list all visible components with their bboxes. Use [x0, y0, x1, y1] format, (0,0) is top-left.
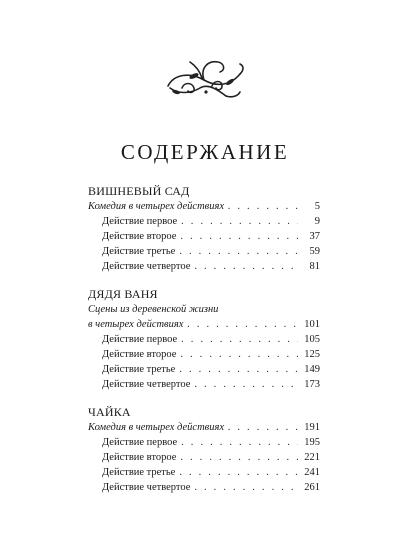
dot-leader [194, 377, 298, 392]
page-number: 59 [309, 246, 320, 257]
page-number: 105 [304, 334, 320, 345]
toc-act-entry[interactable] [88, 347, 320, 362]
page-number: 101 [304, 319, 320, 330]
dot-leader [179, 465, 298, 480]
toc-act-entry[interactable] [88, 377, 320, 392]
toc-act-label: Действие четвертое [102, 261, 191, 272]
dot-leader [228, 199, 298, 214]
toc-subtitle-line: Сцены из деревенской жизни [88, 304, 219, 315]
toc-act-entry[interactable] [88, 480, 320, 495]
toc-subtitle-entry[interactable] [88, 420, 320, 435]
toc-act-label: Действие четвертое [102, 379, 191, 390]
dot-leader [180, 450, 298, 465]
toc-act-label: Действие третье [102, 467, 176, 478]
toc-act-entry[interactable] [88, 259, 320, 274]
toc-act-label: Действие третье [102, 246, 176, 257]
toc-act-entry[interactable] [88, 244, 320, 259]
page-number: 125 [304, 349, 320, 360]
toc-section-title[interactable]: ВИШНЕВЫЙ САД [88, 184, 190, 198]
toc-act-entry[interactable] [88, 214, 320, 229]
dot-leader [194, 480, 298, 495]
floral-flourish-icon [160, 52, 246, 104]
page-number: 81 [309, 261, 320, 272]
dot-leader [181, 332, 298, 347]
toc-subtitle-label: Комедия в четырех действиях [88, 201, 224, 212]
toc-act-entry[interactable] [88, 229, 320, 244]
dot-leader [194, 259, 298, 274]
page-number: 173 [304, 379, 320, 390]
page-number: 5 [314, 201, 320, 212]
toc-act-label: Действие четвертое [102, 482, 191, 493]
dot-leader [180, 347, 298, 362]
toc-subtitle-label: в четырех действиях [88, 319, 184, 330]
page-number: 37 [309, 231, 320, 242]
dot-leader [181, 214, 298, 229]
toc-subtitle-entry[interactable] [88, 317, 320, 332]
toc-section [88, 287, 320, 392]
dot-leader [180, 229, 298, 244]
toc-act-label: Действие первое [102, 216, 178, 227]
toc-act-entry[interactable] [88, 465, 320, 480]
dot-leader [179, 362, 298, 377]
toc-section-title[interactable]: ДЯДЯ ВАНЯ [88, 287, 158, 301]
table-of-contents [88, 184, 320, 508]
toc-section [88, 405, 320, 495]
toc-section-title[interactable]: ЧАЙКА [88, 405, 131, 419]
dot-leader [228, 420, 298, 435]
page-number: 195 [304, 437, 320, 448]
toc-act-label: Действие второе [102, 349, 177, 360]
toc-act-label: Действие первое [102, 437, 178, 448]
toc-act-label: Действие третье [102, 364, 176, 375]
page-number: 9 [314, 216, 320, 227]
toc-act-entry[interactable] [88, 362, 320, 377]
page-number: 191 [304, 422, 320, 433]
page-number: 149 [304, 364, 320, 375]
page-title: СОДЕРЖАНИЕ [120, 140, 290, 164]
toc-section [88, 184, 320, 274]
toc-act-label: Действие второе [102, 452, 177, 463]
page-number: 261 [304, 482, 320, 493]
toc-act-label: Действие первое [102, 334, 178, 345]
page-number: 241 [304, 467, 320, 478]
dot-leader [187, 317, 298, 332]
toc-act-entry[interactable] [88, 435, 320, 450]
dot-leader [179, 244, 298, 259]
toc-act-label: Действие второе [102, 231, 177, 242]
toc-subtitle-entry[interactable] [88, 199, 320, 214]
toc-subtitle-label: Комедия в четырех действиях [88, 422, 224, 433]
toc-act-entry[interactable] [88, 450, 320, 465]
dot-leader [181, 435, 298, 450]
page-number: 221 [304, 452, 320, 463]
toc-act-entry[interactable] [88, 332, 320, 347]
